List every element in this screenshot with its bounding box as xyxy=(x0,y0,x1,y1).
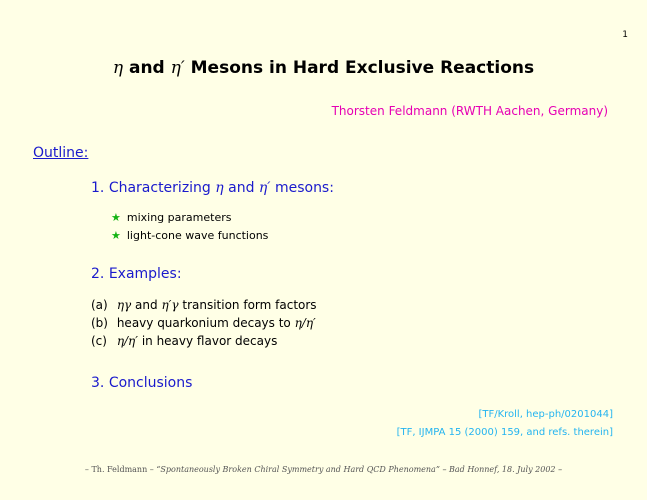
section-text: Characterizing xyxy=(108,180,211,196)
footer-suffix: – Bad Honnef, 18. July 2002 – xyxy=(442,465,563,474)
item-math: η/η′ xyxy=(116,334,138,348)
star-bullet-icon: ★ xyxy=(111,229,121,242)
reference-2: [TF, IJMPA 15 (2000) 159, and refs. therein] xyxy=(396,427,613,438)
item-text: in heavy flavor decays xyxy=(141,334,278,348)
title-rest: Mesons in Hard Exclusive Reactions xyxy=(190,58,535,78)
item-label: (c) xyxy=(91,334,107,348)
bullet-text: mixing parameters xyxy=(126,211,232,224)
item-math: η/η′ xyxy=(294,316,316,330)
section-math-eta: η xyxy=(215,180,224,196)
page-title xyxy=(0,58,647,78)
item-math: η′γ xyxy=(161,298,179,312)
list-item xyxy=(91,316,316,330)
list-item xyxy=(91,334,277,348)
item-math: ηγ xyxy=(116,298,132,312)
star-bullet-icon: ★ xyxy=(111,211,121,224)
section-1-heading xyxy=(91,180,334,196)
list-item xyxy=(111,211,231,224)
section-text-after: mesons: xyxy=(274,180,334,196)
footer xyxy=(0,465,647,474)
item-label: (b) xyxy=(91,316,108,330)
bullet-text: light-cone wave functions xyxy=(126,229,269,242)
item-label: (a) xyxy=(91,298,108,312)
section-number: 3. xyxy=(91,375,105,391)
section-math-etaprime: η′ xyxy=(258,180,271,196)
item-text: transition form factors xyxy=(182,298,317,312)
item-and: and xyxy=(135,298,158,312)
section-number: 2. xyxy=(91,266,105,282)
section-text: Examples: xyxy=(108,266,182,282)
list-item xyxy=(111,229,268,242)
section-and: and xyxy=(228,180,255,196)
title-and: and xyxy=(128,58,165,78)
footer-talk: “Spontaneously Broken Chiral Symmetry and Hard QCD Phenomena” xyxy=(156,465,440,474)
author-line: Thorsten Feldmann (RWTH Aachen, Germany) xyxy=(331,104,608,118)
footer-prefix: – Th. Feldmann – xyxy=(84,465,154,474)
title-etaprime: η′ xyxy=(170,58,185,78)
title-eta: η xyxy=(112,58,124,78)
section-2-heading xyxy=(91,266,182,282)
section-3-heading xyxy=(91,375,192,391)
section-number: 1. xyxy=(91,180,105,196)
reference-1: [TF/Kroll, hep-ph/0201044] xyxy=(478,409,613,420)
item-text: heavy quarkonium decays to xyxy=(116,316,291,330)
page-number: 1 xyxy=(622,30,628,40)
section-text: Conclusions xyxy=(108,375,193,391)
outline-heading: Outline: xyxy=(33,145,89,161)
list-item xyxy=(91,298,317,312)
